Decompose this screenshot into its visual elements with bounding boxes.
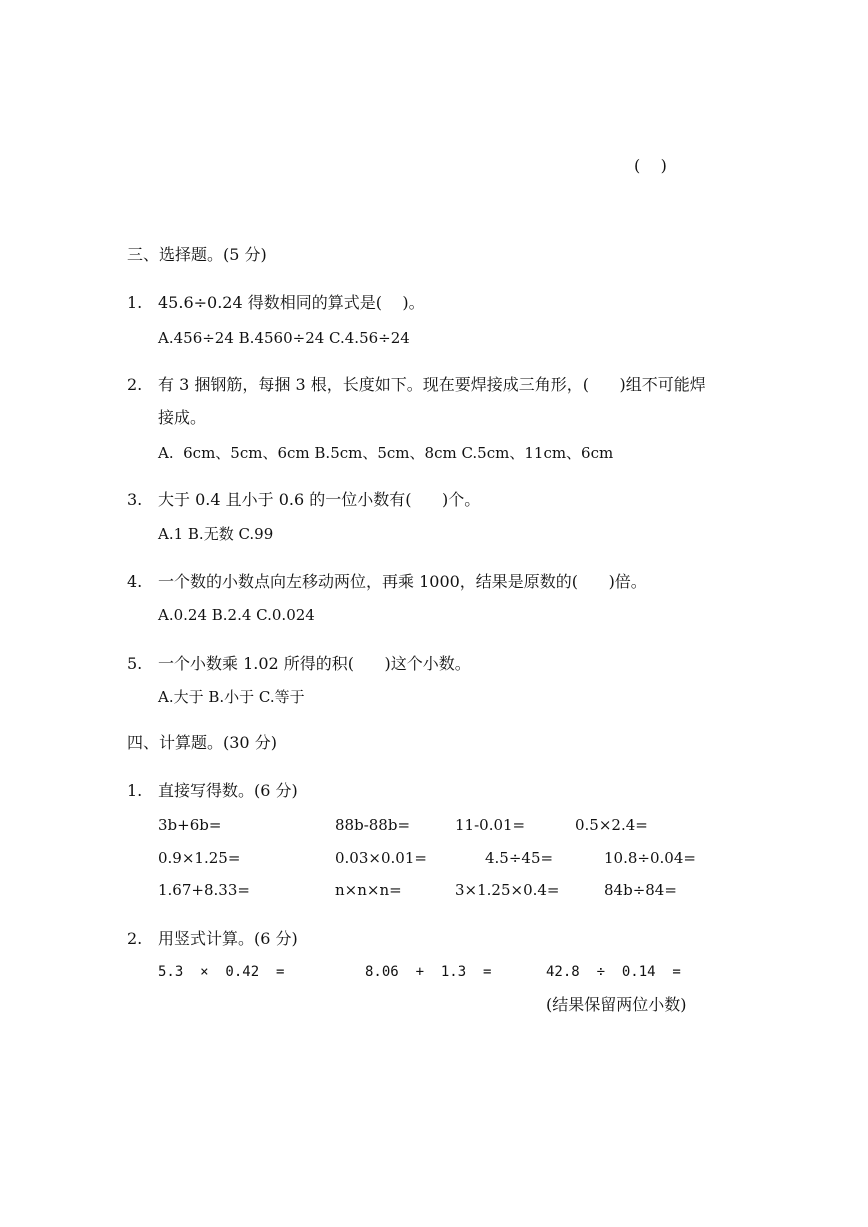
calc-item: 0.9×1.25= [158,849,241,867]
section4-title: 四、计算题。(30 分) [127,733,277,752]
calc-item: n×n×n= [335,881,402,899]
question-text: 有 3 捆钢筋，每捆 3 根，长度如下。现在要焊接成三角形，( )组不可能焊 [158,375,706,394]
question-number: 1. [127,293,143,312]
question-options: A.456÷24 B.4560÷24 C.4.56÷24 [158,329,410,347]
question-options: A.1 B.无数 C.99 [158,525,274,543]
calc-item: 1.67+8.33= [158,881,250,899]
rounding-note: (结果保留两位小数) [546,995,687,1014]
question-text: 一个小数乘 1.02 所得的积( )这个小数。 [158,654,471,673]
question-options: A. 6cm、5cm、6cm B.5cm、5cm、8cm C.5cm、11cm、6cm [158,444,614,462]
calc-item: 11-0.01= [455,816,526,834]
question-number: 5. [127,654,143,673]
question-text: 45.6÷0.24 得数相同的算式是( )。 [158,293,425,312]
vertical-calc-item: 8.06 + 1.3 = [365,964,492,980]
calc-item: 88b-88b= [335,816,411,834]
question-number: 2. [127,929,143,948]
question-options: A.0.24 B.2.4 C.0.024 [158,606,315,624]
answer-bracket: ( ) [634,156,667,175]
section3-title: 三、选择题。(5 分) [127,245,267,264]
question-options: A.大于 B.小于 C.等于 [158,688,305,706]
question-text: 直接写得数。(6 分) [158,781,298,800]
question-number: 3. [127,490,143,509]
calc-item: 0.5×2.4= [575,816,648,834]
calc-item: 4.5÷45= [485,849,554,867]
question-number: 1. [127,781,143,800]
calc-item: 3×1.25×0.4= [455,881,560,899]
question-number: 4. [127,572,143,591]
question-text: 一个数的小数点向左移动两位，再乘 1000，结果是原数的( )倍。 [158,572,647,591]
question-text-continued: 接成。 [158,408,207,427]
calc-item: 0.03×0.01= [335,849,427,867]
question-text: 用竖式计算。(6 分) [158,929,298,948]
calc-item: 3b+6b= [158,816,222,834]
calc-item: 84b÷84= [604,881,677,899]
calc-item: 10.8÷0.04= [604,849,696,867]
vertical-calc-item: 42.8 ÷ 0.14 = [546,964,681,980]
question-text: 大于 0.4 且小于 0.6 的一位小数有( )个。 [158,490,481,509]
vertical-calc-item: 5.3 × 0.42 = [158,964,285,980]
question-number: 2. [127,375,143,394]
